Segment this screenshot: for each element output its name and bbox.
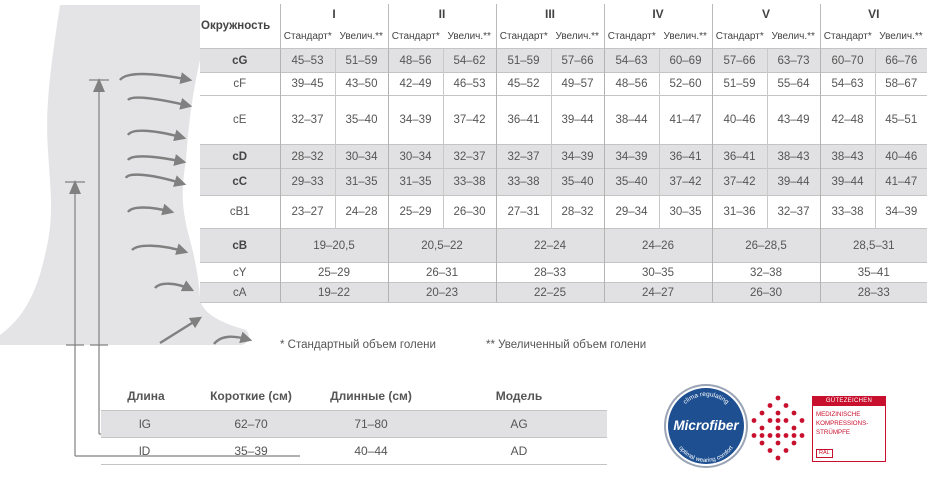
dot-mark: [784, 403, 789, 408]
length-row: [101, 438, 607, 465]
ral-tag: RAL: [816, 449, 833, 458]
size-table-body: [200, 49, 927, 303]
size-cell: 32–37: [280, 96, 335, 145]
size-row: [200, 169, 927, 196]
size-cell: 35–40: [551, 169, 604, 196]
size-cell: 31–36: [712, 196, 767, 229]
size-cell: 36–41: [496, 96, 551, 145]
dot-pattern-icon: [748, 392, 810, 464]
subheader-enlarged: Увелич.**: [555, 30, 599, 42]
size-table: [200, 4, 927, 303]
size-cell: 29–34: [604, 196, 659, 229]
ral-line: KOMPRESSIONS-: [816, 420, 869, 427]
size-cell: 19–20,5: [280, 229, 388, 263]
size-group-header: V: [712, 4, 820, 24]
subheader-enlarged: Увелич.**: [663, 30, 707, 42]
size-cell: 33–38: [820, 196, 875, 229]
size-cell: 48–56: [604, 73, 659, 96]
size-cell: 60–69: [659, 49, 712, 73]
size-cell: 28,5–31: [820, 229, 927, 263]
dot-mark: [760, 433, 765, 438]
size-cell: 54–63: [604, 49, 659, 73]
size-cell: 25–29: [280, 263, 388, 283]
size-row: [200, 263, 927, 283]
size-cell: 23–27: [280, 196, 335, 229]
size-cell: 42–48: [820, 96, 875, 145]
size-cell: 28–33: [496, 263, 604, 283]
subheader-enlarged: Увелич.**: [339, 30, 383, 42]
subheader-standard: Стандарт*: [604, 24, 659, 49]
circumference-header: Окружность: [201, 20, 271, 32]
length-label: lG: [101, 411, 191, 438]
length-header: Длина: [127, 389, 165, 403]
dot-mark: [800, 433, 805, 438]
dot-mark: [768, 418, 773, 423]
ral-line: MEDIZINISCHE: [816, 411, 861, 418]
size-cell: 24–28: [335, 196, 388, 229]
size-cell: 29–33: [280, 169, 335, 196]
dot-mark: [784, 418, 789, 423]
size-cell: 35–40: [604, 169, 659, 196]
size-row: [200, 229, 927, 263]
size-cell: 52–60: [659, 73, 712, 96]
row-label: cB1: [200, 196, 280, 229]
dot-mark: [776, 433, 781, 438]
row-label: cF: [200, 73, 280, 96]
ral-header: GÜTEZEICHEN: [813, 397, 885, 406]
long-value: 40–44: [311, 438, 431, 465]
row-label: cE: [200, 96, 280, 145]
size-cell: 54–63: [820, 73, 875, 96]
short-value: 35–39: [191, 438, 311, 465]
size-cell: 36–41: [659, 145, 712, 169]
size-cell: 33–38: [496, 169, 551, 196]
size-cell: 30–35: [659, 196, 712, 229]
subheader-standard: Стандарт*: [820, 24, 875, 49]
subheader-standard: Стандарт*: [388, 24, 443, 49]
size-cell: 37–42: [659, 169, 712, 196]
footnote-enlarged: ** Увеличенный объем голени: [486, 339, 647, 351]
row-label: cD: [200, 145, 280, 169]
dot-mark: [776, 456, 781, 461]
size-cell: 45–51: [875, 96, 927, 145]
size-cell: 41–47: [659, 96, 712, 145]
size-cell: 48–56: [388, 49, 443, 73]
size-cell: 51–59: [335, 49, 388, 73]
size-cell: 35–40: [335, 96, 388, 145]
row-label: cY: [200, 263, 280, 283]
size-cell: 45–52: [496, 73, 551, 96]
size-cell: 34–39: [388, 96, 443, 145]
size-cell: 22–25: [496, 283, 604, 303]
dot-mark: [792, 411, 797, 416]
size-cell: 43–50: [335, 73, 388, 96]
size-cell: 37–42: [712, 169, 767, 196]
badge-brand: Microfiber: [673, 418, 739, 433]
size-cell: 46–53: [443, 73, 496, 96]
size-cell: 39–44: [767, 169, 820, 196]
subheader-enlarged: Увелич.**: [447, 30, 491, 42]
size-cell: 26–30: [443, 196, 496, 229]
subheader-standard: Стандарт*: [280, 24, 335, 49]
size-group-header: III: [496, 4, 604, 24]
dot-mark: [800, 418, 805, 423]
long-value: 71–80: [311, 411, 431, 438]
size-cell: 54–62: [443, 49, 496, 73]
size-cell: 38–44: [604, 96, 659, 145]
size-cell: 57–66: [551, 49, 604, 73]
size-cell: 55–64: [767, 73, 820, 96]
size-cell: 24–26: [604, 229, 712, 263]
row-label: cC: [200, 169, 280, 196]
dot-mark: [792, 433, 797, 438]
size-cell: 30–35: [604, 263, 712, 283]
size-cell: 24–27: [604, 283, 712, 303]
subheader-standard: Стандарт*: [712, 24, 767, 49]
size-cell: 26–28,5: [712, 229, 820, 263]
size-cell: 45–53: [280, 49, 335, 73]
size-row: [200, 145, 927, 169]
size-cell: 34–39: [875, 196, 927, 229]
size-cell: 40–46: [712, 96, 767, 145]
badge-bottom-text: optimal wearing comfort: [677, 445, 735, 465]
size-cell: 42–49: [388, 73, 443, 96]
size-cell: 34–39: [604, 145, 659, 169]
size-cell: 39–44: [820, 169, 875, 196]
dot-mark: [792, 441, 797, 446]
size-cell: 37–42: [443, 96, 496, 145]
dot-mark: [776, 426, 781, 431]
long-header: Длинные (см): [330, 389, 412, 403]
dot-mark: [752, 418, 757, 423]
subheader-standard: Стандарт*: [496, 24, 551, 49]
ral-line: STRÜMPFE: [816, 429, 851, 436]
size-row: [200, 196, 927, 229]
row-label: cB: [200, 229, 280, 263]
model-value: AD: [431, 438, 607, 465]
size-cell: 31–35: [388, 169, 443, 196]
length-label: lD: [101, 438, 191, 465]
size-cell: 60–70: [820, 49, 875, 73]
size-cell: 30–34: [388, 145, 443, 169]
size-cell: 19–22: [280, 283, 388, 303]
dot-mark: [784, 433, 789, 438]
size-cell: 28–32: [551, 196, 604, 229]
subheader-enlarged: Увелич.**: [771, 30, 815, 42]
size-cell: 32–37: [767, 196, 820, 229]
size-cell: 32–37: [443, 145, 496, 169]
size-cell: 34–39: [551, 145, 604, 169]
model-value: AG: [431, 411, 607, 438]
badge-top-text: clima regulating: [682, 390, 730, 406]
size-cell: 27–31: [496, 196, 551, 229]
size-cell: 35–41: [820, 263, 927, 283]
footnote-standard: * Стандартный объем голени: [280, 339, 436, 351]
dot-mark: [776, 411, 781, 416]
size-row: [200, 283, 927, 303]
size-cell: 43–49: [767, 96, 820, 145]
size-cell: 28–32: [280, 145, 335, 169]
short-value: 62–70: [191, 411, 311, 438]
size-cell: 20–23: [388, 283, 496, 303]
size-cell: 57–66: [712, 49, 767, 73]
dot-mark: [768, 448, 773, 453]
dot-mark: [768, 433, 773, 438]
dot-mark: [768, 403, 773, 408]
size-cell: 49–57: [551, 73, 604, 96]
dot-mark: [760, 441, 765, 446]
size-cell: 39–44: [551, 96, 604, 145]
subheader-enlarged: Увелич.**: [879, 30, 923, 42]
size-cell: 38–43: [767, 145, 820, 169]
row-label: cG: [200, 49, 280, 73]
dot-mark: [776, 418, 781, 423]
size-cell: 31–35: [335, 169, 388, 196]
size-row: [200, 73, 927, 96]
size-cell: 28–33: [820, 283, 927, 303]
size-cell: 38–43: [820, 145, 875, 169]
size-cell: 36–41: [712, 145, 767, 169]
size-cell: 26–30: [712, 283, 820, 303]
size-cell: 32–38: [712, 263, 820, 283]
size-cell: 39–45: [280, 73, 335, 96]
model-header: Модель: [495, 389, 543, 403]
dot-mark: [760, 426, 765, 431]
dot-mark: [784, 448, 789, 453]
length-table: [101, 382, 607, 465]
dot-mark: [776, 396, 781, 401]
ral-label-box: [812, 396, 886, 462]
size-cell: 51–59: [712, 73, 767, 96]
size-cell: 25–29: [388, 196, 443, 229]
ral-quality-mark: [748, 392, 888, 464]
size-cell: 41–47: [875, 169, 927, 196]
size-cell: 26–31: [388, 263, 496, 283]
short-header: Короткие (см): [210, 389, 292, 403]
subheader-row: [200, 24, 927, 49]
size-cell: 66–76: [875, 49, 927, 73]
size-row: [200, 96, 927, 145]
size-cell: 22–24: [496, 229, 604, 263]
size-cell: 40–46: [875, 145, 927, 169]
microfiber-badge: [663, 383, 749, 469]
row-label: cA: [200, 283, 280, 303]
size-cell: 30–34: [335, 145, 388, 169]
dot-mark: [760, 411, 765, 416]
size-cell: 33–38: [443, 169, 496, 196]
size-group-header: II: [388, 4, 496, 24]
size-cell: 32–37: [496, 145, 551, 169]
size-cell: 51–59: [496, 49, 551, 73]
size-group-header: I: [280, 4, 388, 24]
size-cell: 63–73: [767, 49, 820, 73]
size-cell: 58–67: [875, 73, 927, 96]
length-row: [101, 411, 607, 438]
dot-mark: [776, 441, 781, 446]
size-group-header: IV: [604, 4, 712, 24]
size-row: [200, 49, 927, 73]
dot-mark: [752, 433, 757, 438]
size-group-header: VI: [820, 4, 927, 24]
dot-mark: [792, 426, 797, 431]
size-cell: 20,5–22: [388, 229, 496, 263]
